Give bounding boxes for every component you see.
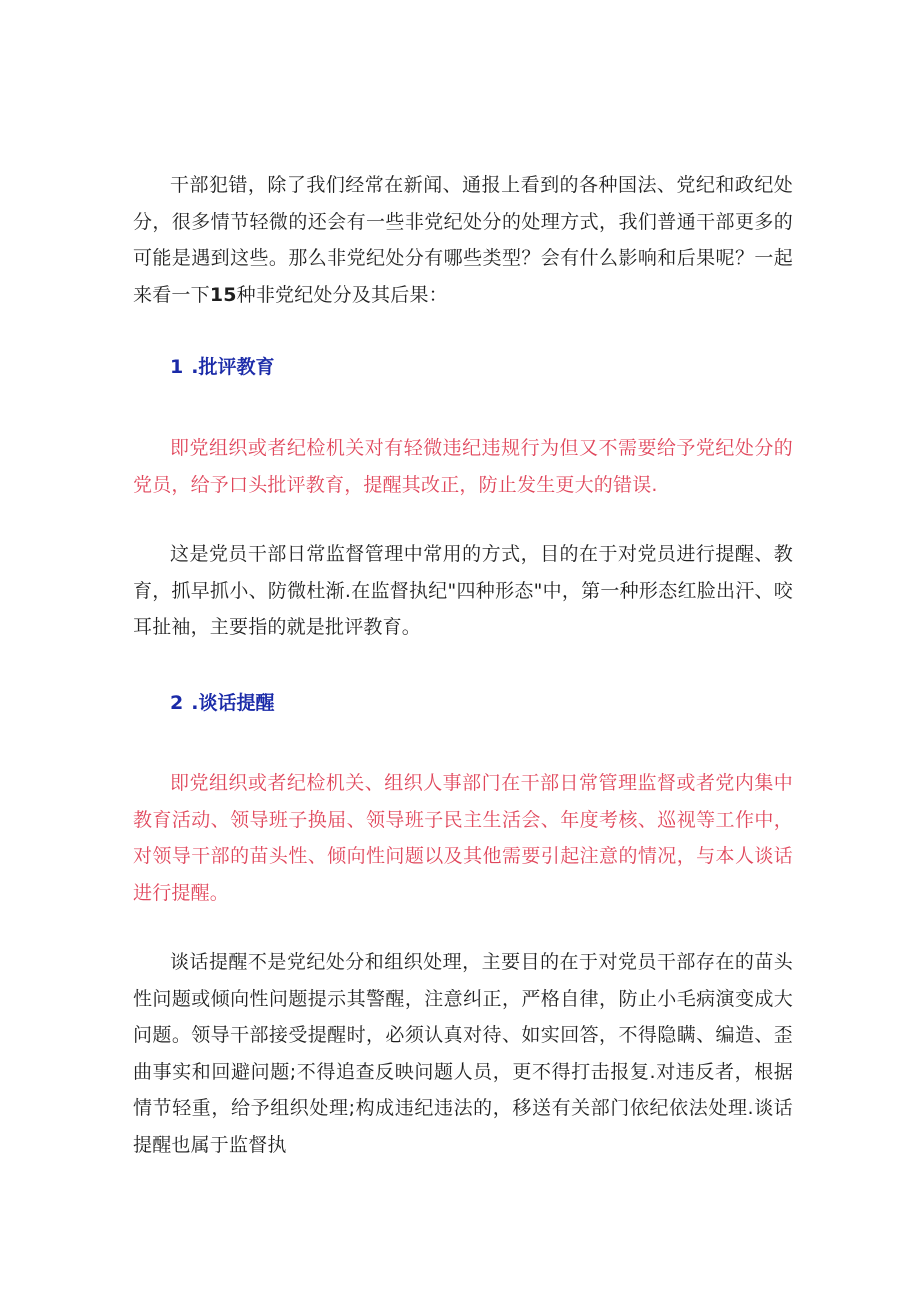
- section-definition-1: 即党组织或者纪检机关对有轻微违纪违规行为但又不需要给予党纪处分的党员，给予口头批评教育，提醒其改正，防止发生更大的错误.: [133, 437, 793, 496]
- section-heading-2: [170, 688, 274, 718]
- intro-text-end: 种非党纪处分及其后果：: [236, 283, 448, 306]
- section-title: .批评教育: [191, 356, 275, 378]
- intro-count: 15: [209, 283, 237, 306]
- section-definition-2: 即党组织或者纪检机关、组织人事部门在干部日常管理监督或者党内集中教育活动、领导班子换届、领导班子民主生活会、年度考核、巡视等工作中，对领导干部的苗头性、倾向性问题以及其他需要引起注意的情况，与本人谈话进行提醒。: [133, 772, 793, 904]
- section-number: 2: [170, 692, 184, 714]
- section-number: 1: [170, 356, 184, 378]
- section-explanation-1: 这是党员干部日常监督管理中常用的方式，目的在于对党员进行提醒、教育，抓早抓小、防微杜渐.在监督执纪"四种形态"中，第一种形态红脸出汗、咬耳扯袖，主要指的就是批评教育。: [133, 543, 793, 638]
- intro-text: 干部犯错，除了我们经常在新闻、通报上看到的各种国法、党纪和政纪处分，很多情节轻微的还会有一些非党纪处分的处理方式，我们普通干部更多的可能是遇到这些。那么非党纪处分有哪些类型？会有什么影响和后果呢？一起来看一下: [133, 174, 793, 306]
- intro-paragraph: [133, 167, 793, 313]
- section-heading-1: [170, 352, 274, 382]
- section-explanation-2: 谈话提醒不是党纪处分和组织处理，主要目的在于对党员干部存在的苗头性问题或倾向性问题提示其警醒，注意纠正，严格自律，防止小毛病演变成大问题。领导干部接受提醒时，必须认真对待、如实回答，不得隐瞒、编造、歪曲事实和回避问题;不得追查反映问题人员，更不得打击报复.对违反者，根据情节轻重，给予组织处理;构成违纪违法的，移送有关部门依纪依法处理.谈话提醒也属于监督执: [133, 951, 793, 1156]
- section-title: .谈话提醒: [191, 692, 275, 714]
